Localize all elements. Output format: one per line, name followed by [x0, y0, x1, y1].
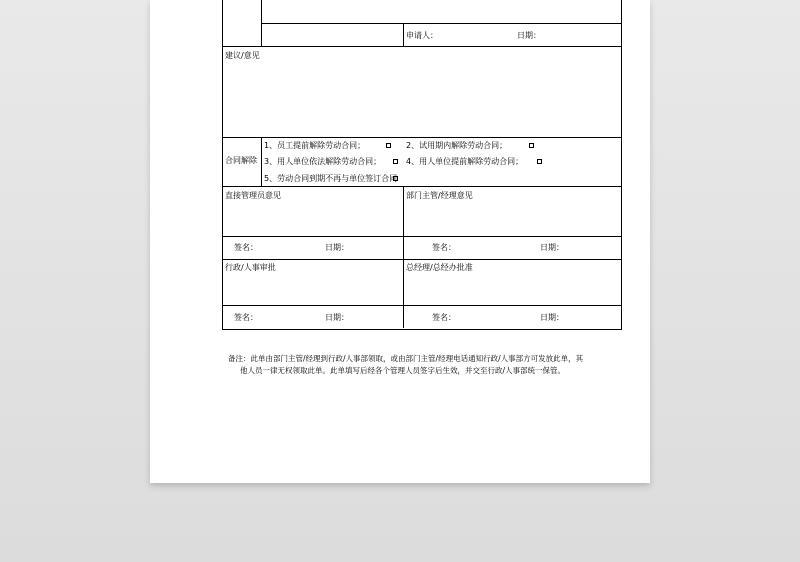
sign-label: 签名：	[432, 243, 456, 252]
sign-date-label: 日期：	[540, 313, 564, 322]
checkbox-option-5[interactable]	[393, 176, 398, 181]
note-line-2: 他人员一律无权领取此单。此单填写后经各个管理人员签字后生效，并交至行政/人事部统一保管。	[240, 366, 566, 375]
grid-line	[223, 137, 621, 138]
gm-label: 总经理/总经办批准	[406, 263, 473, 272]
termination-label: 合同解除	[225, 156, 257, 165]
grid-line	[223, 305, 621, 306]
sign-date-label: 日期：	[540, 243, 564, 252]
termination-option-3: 3、用人单位依法解除劳动合同；	[264, 157, 382, 166]
grid-line	[223, 236, 621, 237]
sign-date-label: 日期：	[325, 243, 349, 252]
sign-label: 签名：	[234, 313, 258, 322]
dept-manager-label: 部门主管/经理意见	[406, 191, 473, 200]
direct-manager-label: 直接管理员意见	[225, 191, 281, 200]
sign-label: 签名：	[234, 243, 258, 252]
grid-line	[223, 46, 621, 47]
grid-line	[261, 23, 621, 24]
termination-option-5: 5、劳动合同到期不再与单位签订合同	[264, 174, 398, 183]
admin-hr-label: 行政/人事审批	[225, 263, 276, 272]
sign-date-label: 日期：	[325, 313, 349, 322]
grid-line	[261, 23, 262, 46]
termination-option-4: 4、用人单位提前解除劳动合同；	[406, 157, 524, 166]
sign-label: 签名：	[432, 313, 456, 322]
note-line-1: 备注：此单由部门主管/经理到行政/人事部领取，或由部门主管/经理电话通知行政/人事部方可发放此单，其	[228, 354, 584, 363]
grid-line	[261, 0, 262, 24]
checkbox-option-4[interactable]	[537, 159, 542, 164]
document-page	[150, 0, 650, 483]
checkbox-option-1[interactable]	[386, 143, 391, 148]
grid-line	[403, 23, 404, 46]
termination-option-1: 1、员工提前解除劳动合同；	[264, 141, 366, 150]
checkbox-option-2[interactable]	[529, 143, 534, 148]
grid-line	[261, 137, 262, 186]
resignation-form-table	[222, 0, 622, 330]
grid-line	[223, 259, 621, 260]
grid-line	[223, 186, 621, 187]
checkbox-option-3[interactable]	[393, 159, 398, 164]
applicant-date-label: 日期：	[517, 31, 541, 40]
applicant-label: 申请人：	[406, 31, 438, 40]
grid-line	[403, 186, 404, 328]
suggestion-label: 建议/意见	[225, 51, 260, 60]
termination-option-2: 2、试用期内解除劳动合同；	[406, 141, 508, 150]
